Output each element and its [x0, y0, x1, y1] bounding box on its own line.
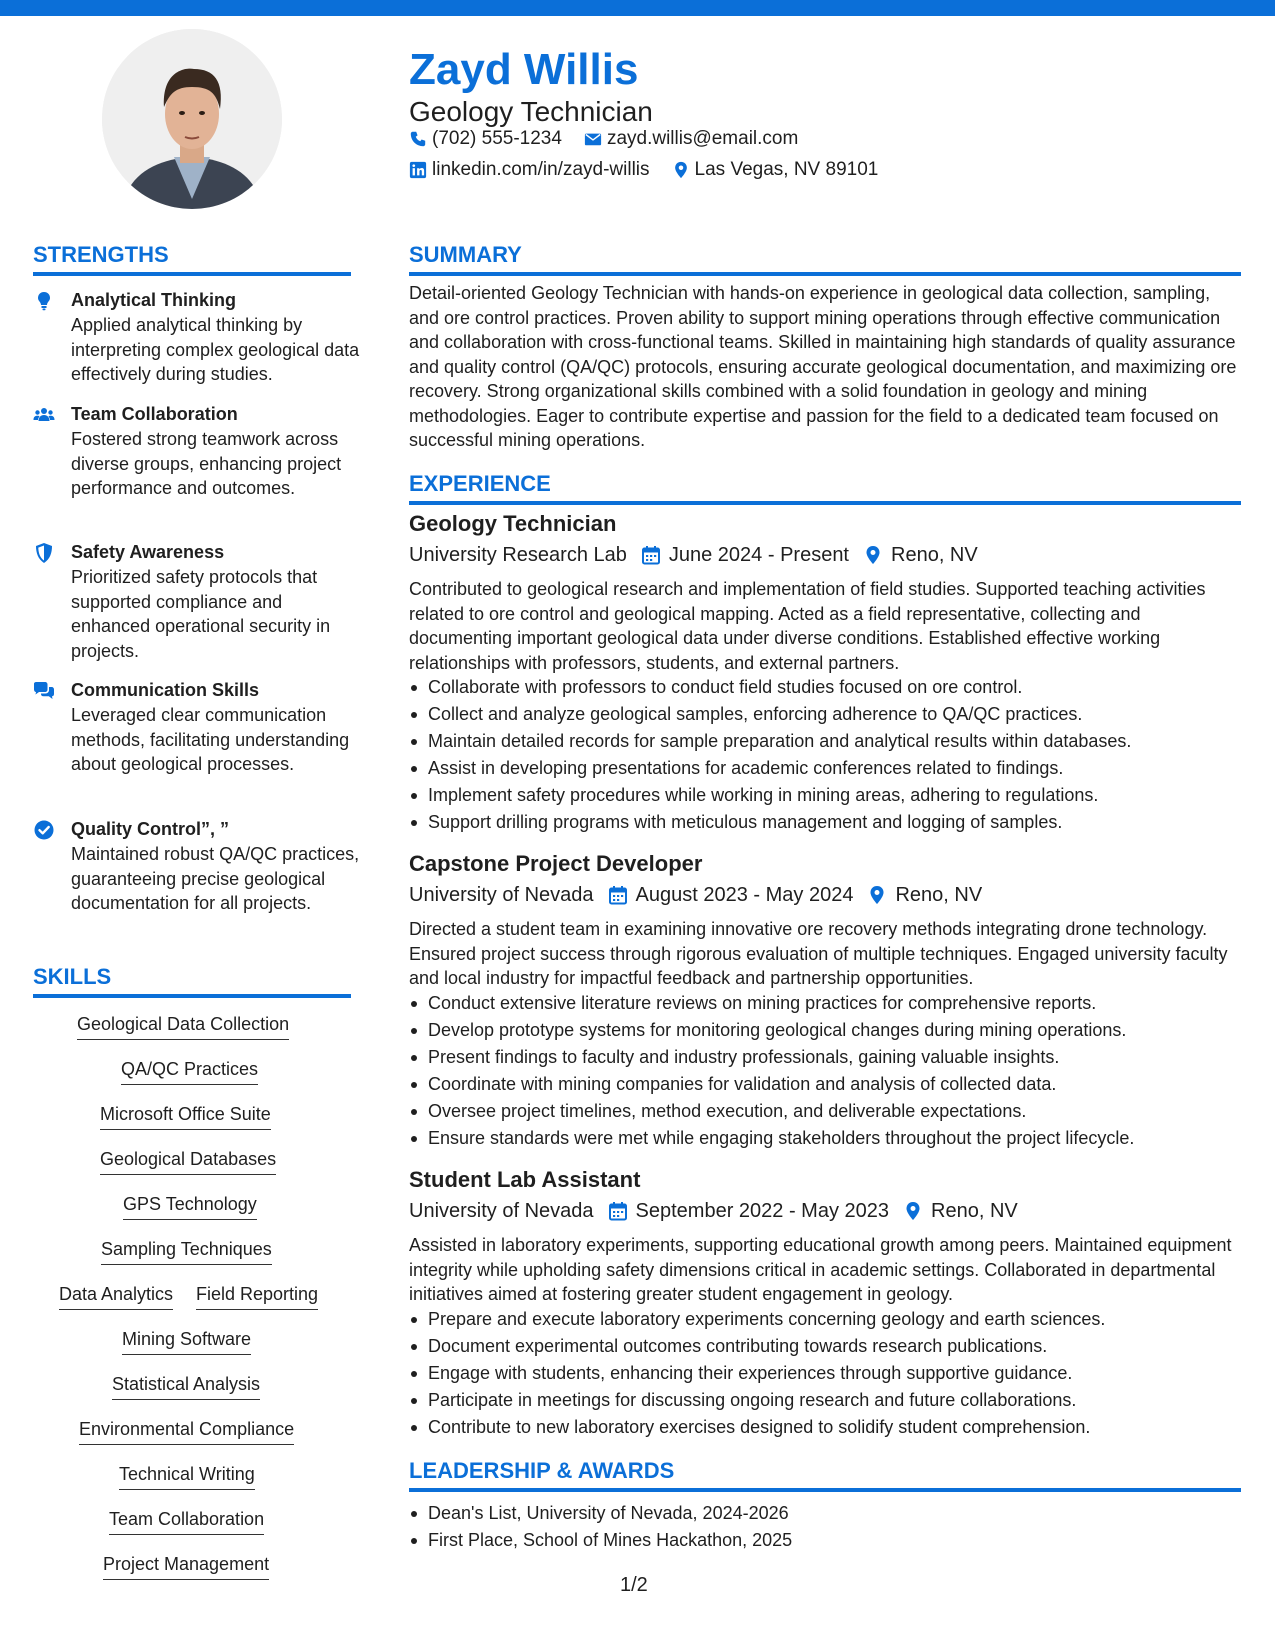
job-bullets: [409, 990, 1241, 1152]
profile-photo: [102, 29, 282, 209]
strengths-heading: STRENGTHS: [33, 241, 351, 276]
map-pin-icon: [903, 1201, 923, 1221]
strength-title: Safety Awareness: [71, 542, 225, 562]
calendar-icon: [608, 885, 628, 905]
contact-row-1: [409, 126, 820, 152]
calendar-icon: [641, 545, 661, 565]
skill-tag: Microsoft Office Suite: [100, 1102, 271, 1130]
job-org: University Research Lab: [409, 544, 627, 566]
strength-desc: Leveraged clear communication methods, facilitating understanding about geological processes.: [71, 705, 350, 774]
strength-title: Quality Control”, ”: [71, 819, 230, 839]
email-text: zayd.willis@email.com: [606, 128, 799, 149]
job-title: Student Lab Assistant: [409, 1167, 641, 1192]
skill-tag: Technical Writing: [119, 1462, 255, 1490]
chat-icon: [33, 680, 55, 702]
award-item: Dean's List, University of Nevada, 2024-2026: [409, 1500, 1241, 1527]
bullet-item: Collaborate with professors to conduct field studies focused on ore control.: [409, 674, 1241, 701]
bullet-item: Participate in meetings for discussing ongoing research and future collaborations.: [409, 1387, 1241, 1414]
check-circle-icon: [33, 819, 55, 841]
bullet-item: Collect and analyze geological samples, enforcing adherence to QA/QC practices.: [409, 701, 1241, 728]
skill-tag: Geological Databases: [100, 1147, 276, 1175]
map-pin-icon: [867, 885, 887, 905]
summary-heading: SUMMARY: [409, 241, 1241, 276]
job-location: Reno, NV: [891, 544, 978, 566]
job-meta: [409, 881, 982, 909]
linkedin-icon: [409, 161, 427, 179]
bullet-item: Maintain detailed records for sample preparation and analytical results within databases.: [409, 728, 1241, 755]
location-text: Las Vegas, NV 89101: [694, 159, 879, 180]
strength-desc: Prioritized safety protocols that supported compliance and enhanced operational security in projects.: [71, 567, 331, 661]
strength-title: Communication Skills: [71, 680, 260, 700]
bullet-item: Develop prototype systems for monitoring geological changes during mining operations.: [409, 1017, 1241, 1044]
skill-tag: QA/QC Practices: [121, 1057, 258, 1085]
shield-icon: [33, 542, 55, 564]
job-bullets: [409, 674, 1241, 836]
job-description: Directed a student team in examining innovative ore recovery methods integrating drone technology. Ensured project success through rigorous evaluation of multiple techniques. Engaged university faculty and local industry for impactful feedback and partnership opportunities.: [409, 919, 1228, 988]
skills-heading: SKILLS: [33, 963, 351, 998]
linkedin-text: linkedin.com/in/zayd-willis: [432, 159, 650, 180]
map-pin-icon: [863, 545, 883, 565]
experience-heading: EXPERIENCE: [409, 470, 1241, 505]
bullet-item: Conduct extensive literature reviews on mining practices for comprehensive reports.: [409, 990, 1241, 1017]
candidate-name: Zayd Willis: [409, 45, 639, 94]
bullet-item: Oversee project timelines, method execution, and deliverable expectations.: [409, 1098, 1241, 1125]
leadership-heading: LEADERSHIP & AWARDS: [409, 1457, 1241, 1492]
job-description: Contributed to geological research and implementation of field studies. Supported teaching activities related to ore control and geological mapping. Acted as a field representative, collecting and documenting important geological data under diverse conditions. Established effective working relationships with professors, students, and external partners.: [409, 579, 1206, 673]
contact-linkedin[interactable]: [409, 157, 650, 183]
job-dates: September 2022 - May 2023: [635, 1200, 890, 1222]
phone-text: (702) 555-1234: [432, 128, 562, 149]
skill-tag: Mining Software: [122, 1327, 251, 1355]
skill-tag: Geological Data Collection: [77, 1012, 289, 1040]
job-meta: [409, 541, 978, 569]
bullet-item: Coordinate with mining companies for validation and analysis of collected data.: [409, 1071, 1241, 1098]
job-description: Assisted in laboratory experiments, supporting educational growth among peers. Maintained equipment integrity while upholding safety dimensions critical in academic settings. Collaborated in departmental initiatives aimed at fostering greater student engagement in geology.: [409, 1235, 1232, 1304]
job-meta: [409, 1197, 1018, 1225]
skill-tag: Field Reporting: [196, 1282, 318, 1310]
skill-tag: Environmental Compliance: [79, 1417, 294, 1445]
summary-text: Detail-oriented Geology Technician with hands-on experience in geological data collection, sampling, and ore control practices. Proven ability to support mining operations through effective communication and collaboration with cross-functional teams. Skilled in maintaining high standards of quality assurance and quality control (QA/QC) protocols, ensuring accurate geological documentation, and maximizing ore recovery. Strong organizational skills combined with a solid foundation in geology and mining methodologies. Eager to contribute expertise and passion for the field to a dedicated team focused on successful mining operations.: [409, 283, 1237, 450]
page-number: 1/2: [620, 1574, 648, 1596]
bullet-item: Contribute to new laboratory exercises designed to solidify student comprehension.: [409, 1414, 1241, 1441]
job-title: Geology Technician: [409, 511, 617, 536]
job-dates: August 2023 - May 2024: [635, 884, 854, 906]
job-dates: June 2024 - Present: [668, 544, 849, 566]
top-accent-bar: [0, 0, 1275, 16]
bullet-item: Document experimental outcomes contributing towards research publications.: [409, 1333, 1241, 1360]
awards-list: [409, 1500, 1241, 1554]
bullet-item: Implement safety procedures while working in mining areas, adhering to regulations.: [409, 782, 1241, 809]
job-location: Reno, NV: [895, 884, 983, 906]
skill-tag: Sampling Techniques: [101, 1237, 272, 1265]
skill-tag: Team Collaboration: [109, 1507, 264, 1535]
calendar-icon: [608, 1201, 628, 1221]
bullet-item: Support drilling programs with meticulous management and logging of samples.: [409, 809, 1241, 836]
skill-tag: Statistical Analysis: [112, 1372, 260, 1400]
strength-desc: Fostered strong teamwork across diverse groups, enhancing project performance and outcomes.: [71, 429, 342, 498]
skill-tag: GPS Technology: [123, 1192, 257, 1220]
bullet-item: Engage with students, enhancing their experiences through supportive guidance.: [409, 1360, 1241, 1387]
map-pin-icon: [672, 161, 690, 179]
bullet-item: Assist in developing presentations for academic conferences related to findings.: [409, 755, 1241, 782]
bullet-item: Ensure standards were met while engaging stakeholders throughout the project lifecycle.: [409, 1125, 1241, 1152]
skill-tag: Project Management: [103, 1552, 269, 1580]
users-icon: [33, 404, 55, 426]
strength-title: Team Collaboration: [71, 404, 238, 424]
job-org: University of Nevada: [409, 884, 594, 906]
phone-icon: [409, 130, 427, 148]
strength-title: Analytical Thinking: [71, 290, 237, 310]
job-bullets: [409, 1306, 1241, 1441]
lightbulb-icon: [33, 290, 55, 312]
contact-email[interactable]: [584, 126, 798, 152]
award-item: First Place, School of Mines Hackathon, 2025: [409, 1527, 1241, 1554]
bullet-item: Prepare and execute laboratory experiments concerning geology and earth sciences.: [409, 1306, 1241, 1333]
strength-desc: Maintained robust QA/QC practices, guaranteeing precise geological documentation for all projects.: [71, 844, 360, 913]
skill-tag: Data Analytics: [59, 1282, 173, 1310]
bullet-item: Present findings to faculty and industry professionals, gaining valuable insights.: [409, 1044, 1241, 1071]
contact-row-2: [409, 157, 900, 183]
strength-desc: Applied analytical thinking by interpreting complex geological data effectively during studies.: [71, 315, 360, 384]
envelope-icon: [584, 130, 602, 148]
job-location: Reno, NV: [931, 1200, 1018, 1222]
job-title: Capstone Project Developer: [409, 851, 703, 876]
job-org: University of Nevada: [409, 1200, 594, 1222]
contact-location: [672, 157, 879, 183]
contact-phone[interactable]: [409, 126, 562, 152]
candidate-title: Geology Technician: [409, 96, 653, 127]
